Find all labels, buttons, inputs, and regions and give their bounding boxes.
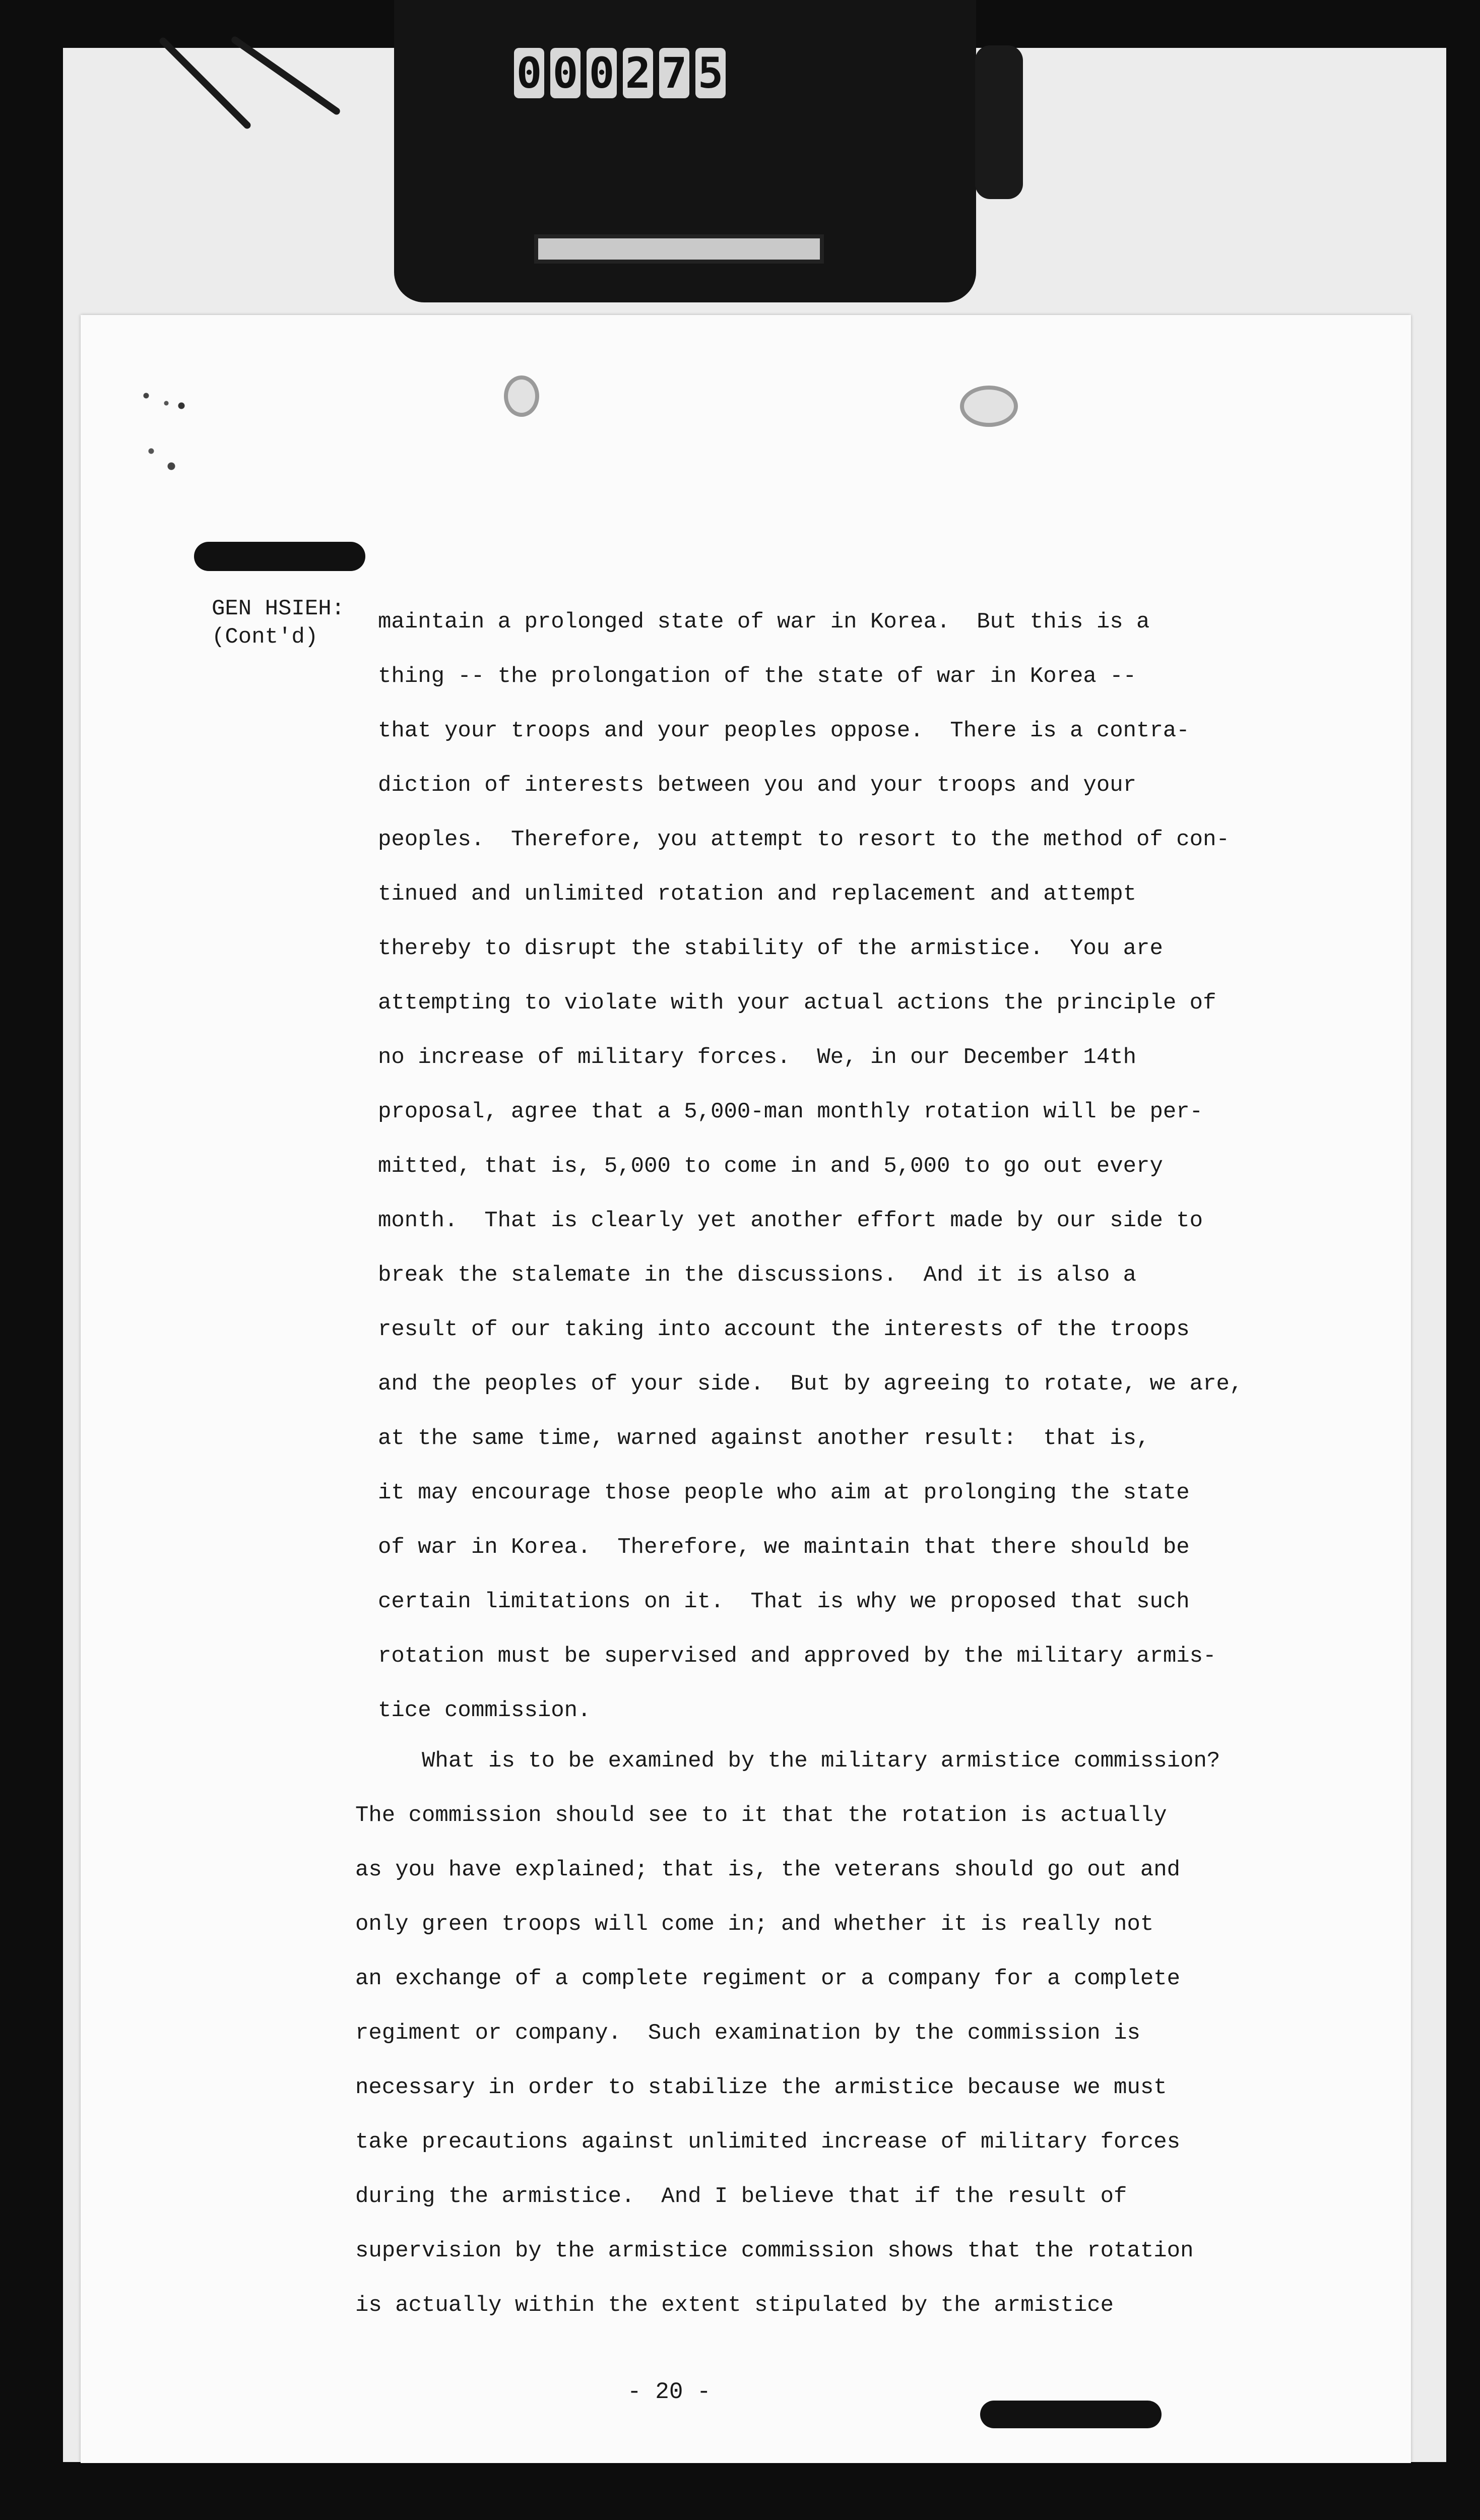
speaker-continued: (Cont'd)	[212, 624, 318, 650]
text-line: of war in Korea. Therefore, we maintain that there should be	[378, 1535, 1190, 1560]
text-line: thereby to disrupt the stability of the armistice. You are	[378, 936, 1163, 961]
counter-digit: 5	[695, 48, 726, 98]
punch-hole	[504, 375, 539, 417]
counter-knob	[975, 45, 1023, 199]
text-line: month. That is clearly yet another effort made by our side to	[378, 1208, 1203, 1233]
text-line: mitted, that is, 5,000 to come in and 5,000 to go out every	[378, 1154, 1163, 1179]
text-line: that your troops and your peoples oppose. There is a contra-	[378, 718, 1190, 743]
text-line: only green troops will come in; and whether it is really not	[355, 1912, 1154, 1937]
paragraph-1	[378, 595, 1243, 1738]
counter-digit: 0	[550, 48, 581, 98]
text-line: What is to be examined by the military armistice commission?	[355, 1748, 1220, 1774]
paragraph-2	[355, 1734, 1220, 2333]
text-line: certain limitations on it. That is why we proposed that such	[378, 1589, 1190, 1614]
text-line: regiment or company. Such examination by the commission is	[355, 2021, 1140, 2046]
redaction-mark	[980, 2401, 1162, 2428]
text-line: during the armistice. And I believe that if the result of	[355, 2184, 1127, 2209]
text-line: as you have explained; that is, the veterans should go out and	[355, 1857, 1181, 1882]
text-line: necessary in order to stabilize the armistice because we must	[355, 2075, 1167, 2100]
speaker-label	[212, 595, 345, 651]
counter-digit: 0	[514, 48, 544, 98]
text-line: no increase of military forces. We, in our December 14th	[378, 1045, 1137, 1070]
text-line: it may encourage those people who aim at prolonging the state	[378, 1480, 1190, 1505]
text-line: an exchange of a complete regiment or a company for a complete	[355, 1966, 1181, 1991]
text-line: diction of interests between you and your troops and your	[378, 773, 1137, 798]
text-line: supervision by the armistice commission shows that the rotation	[355, 2238, 1194, 2263]
text-line: attempting to violate with your actual actions the principle of	[378, 990, 1216, 1016]
text-line: tinued and unlimited rotation and replacement and attempt	[378, 881, 1137, 907]
text-line: result of our taking into account the interests of the troops	[378, 1317, 1190, 1342]
text-line: rotation must be supervised and approved by the military armis-	[378, 1644, 1216, 1669]
counter-digit: 2	[623, 48, 653, 98]
counter-slot	[534, 234, 824, 264]
counter-digit: 7	[659, 48, 689, 98]
text-line: peoples. Therefore, you attempt to resort to the method of con-	[378, 827, 1230, 852]
paper-specks	[141, 391, 202, 476]
redaction-mark	[194, 542, 365, 571]
text-line: thing -- the prolongation of the state of war in Korea --	[378, 664, 1137, 689]
punch-hole	[960, 386, 1018, 427]
document-page	[81, 315, 1411, 2463]
text-line: is actually within the extent stipulated by the armistice	[355, 2293, 1114, 2318]
text-line: and the peoples of your side. But by agreeing to rotate, we are,	[378, 1371, 1243, 1397]
text-line: The commission should see to it that the rotation is actually	[355, 1803, 1167, 1828]
text-line: proposal, agree that a 5,000-man monthly rotation will be per-	[378, 1099, 1203, 1124]
frame-counter	[514, 48, 726, 98]
text-line: tice commission.	[378, 1698, 591, 1723]
text-line: maintain a prolonged state of war in Korea. But this is a	[378, 609, 1150, 635]
text-line: break the stalemate in the discussions. And it is also a	[378, 1263, 1137, 1288]
text-line: take precautions against unlimited increase of military forces	[355, 2129, 1181, 2155]
counter-digit: 0	[587, 48, 617, 98]
text-line: at the same time, warned against another result: that is,	[378, 1426, 1150, 1451]
speaker-name: GEN HSIEH:	[212, 596, 345, 621]
page-number: - 20 -	[627, 2379, 711, 2405]
